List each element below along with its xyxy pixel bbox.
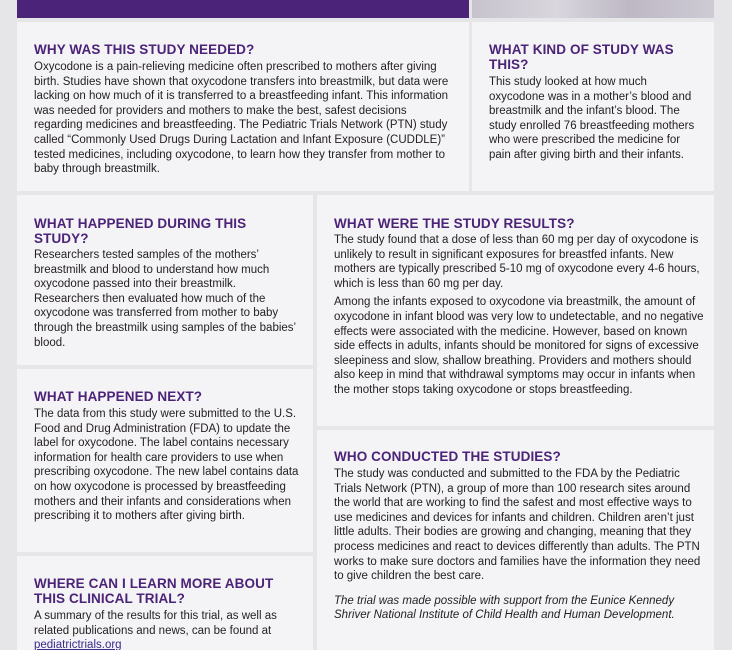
kind-heading: WHAT KIND OF STUDY WAS THIS? [489,42,674,72]
learn-body [34,609,301,650]
card-why-study-needed [17,22,469,191]
who-support-note: The trial was made possible with support from the Eunice Kennedy Shriver National Institute of Child Health and Human Development. [334,594,675,622]
header-color-bar [17,0,469,18]
card-who-conducted [317,430,714,650]
next-body: The data from this study were submitted to the U.S. Food and Drug Administration (FDA) to update the label for oxycodone. The label contains necessary information for health care providers to use when prescribing oxycodone. The new label contains data on how oxycodone is processed by breastfeeding mothers and their infants and considerations when prescribing it to mothers after giving birth. [34,408,299,523]
pediatrictrials-link[interactable]: pediatrictrials.org [34,639,122,650]
kind-body: This study looked at how much oxycodone was in a mother’s blood and breastmilk and the infant’s blood. The study enrolled 76 breastfeeding mothers who were prescribed the medicine for pain after giving birth and their infants. [489,76,695,161]
who-body: The study was conducted and submitted to the FDA by the Pediatric Trials Network (PTN), a group of more than 100 research sites around the world that are working to find the safest and most effective ways to use medicines and devices for infants and children. Children aren’t just little adults. Their bodies are growing and changing, meaning that they process medicines and react to devices differently than adults. The PTN works to make sure doctors and families have the information they need to give children the best care. [334,468,701,583]
card-study-results [317,195,714,426]
during-heading: WHAT HAPPENED DURING THIS STUDY? [34,216,247,246]
why-body: Oxycodone is a pain-relieving medicine often prescribed to mothers after giving birth. Studies have shown that oxycodone transfers into breastmilk, but data were lacking on how much of it is transferred to a breastfeeding infant. This information was needed for providers and mothers to make the best, safest decisions regarding medicines and breastfeeding. The Pediatric Trials Network (PTN) study called “Commonly Used Drugs During Lactation and Infant Exposure (CUDDLE)” tested medicines, including oxycodone, to learn how they transfer from mother to baby through breastmilk. [34,61,449,176]
during-body: Researchers tested samples of the mothers’ breastmilk and blood to understand how much oxycodone passed into their breastmilk. Researchers then evaluated how much of the oxycodone was transferred from mother to baby through the breastmilk using samples of the babies’ blood. [34,249,296,349]
learn-heading: WHERE CAN I LEARN MORE ABOUT THIS CLINICAL TRIAL? [34,576,274,606]
who-heading: WHO CONDUCTED THE STUDIES? [334,449,561,464]
results-body-2: Among the infants exposed to oxycodone via breastmilk, the amount of oxycodone in infant blood was very low to undetectable, and no negative effects were associated with the medicine. However, based on known side effects in adults, infants should be monitored for signs of excessive sleepiness and slow, shallow breathing. Providers and mothers should also keep in mind that withdrawal symptoms may occur in infants when the mother stops taking oxycodone or stops breastfeeding. [334,296,704,396]
card-learn-more [17,556,313,650]
card-kind-of-study [472,22,714,191]
results-heading: WHAT WERE THE STUDY RESULTS? [334,216,575,231]
header-photo [472,0,714,18]
card-what-happened-during [17,195,313,365]
learn-body-text: A summary of the results for this trial, as well as related publications and news, can be found at [34,610,277,637]
results-body-1: The study found that a dose of less than 60 mg per day of oxycodone is unlikely to result in significant exposures for breastfed infants. New mothers are typically prescribed 5-10 mg of oxycodone every 4-6 hours, which is less than 60 mg per day. [334,234,700,290]
card-what-happened-next [17,369,313,552]
next-heading: WHAT HAPPENED NEXT? [34,389,203,404]
why-heading: WHY WAS THIS STUDY NEEDED? [34,42,255,57]
